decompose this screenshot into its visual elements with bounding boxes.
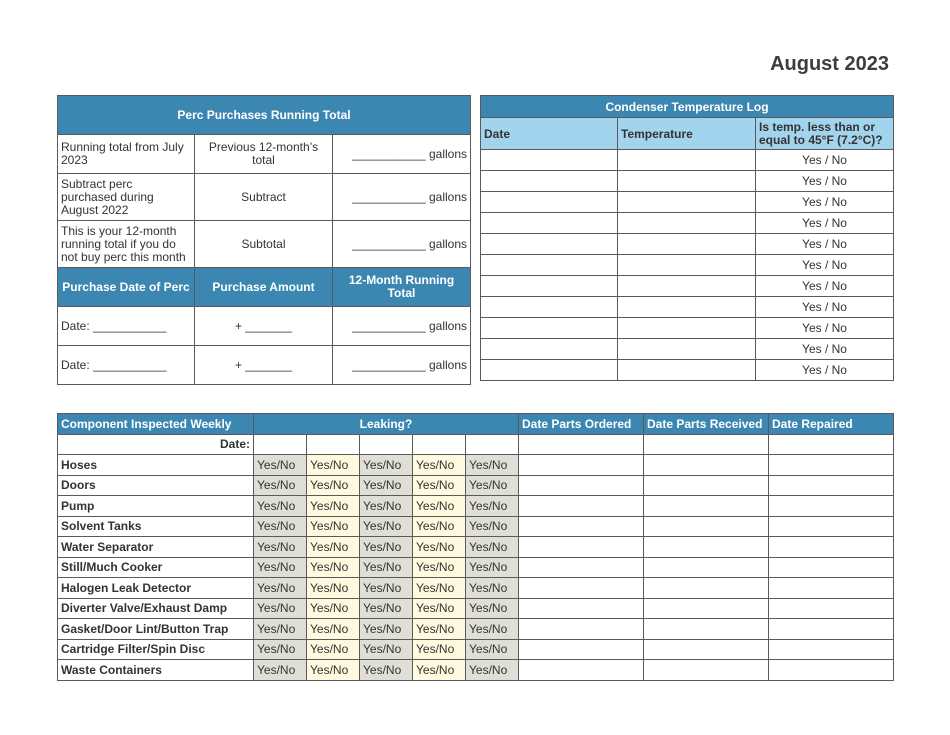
weekly-component-row <box>58 639 894 660</box>
date-parts-received-cell[interactable] <box>644 619 769 640</box>
leak-yes-no[interactable]: Yes/No <box>466 619 519 640</box>
leak-yes-no[interactable]: Yes/No <box>307 455 360 476</box>
leak-yes-no[interactable]: Yes/No <box>360 537 413 558</box>
condenser-log-row <box>481 276 894 297</box>
date-parts-ordered-cell[interactable] <box>519 475 644 496</box>
condenser-date-cell[interactable] <box>481 255 618 276</box>
condenser-log-row <box>481 360 894 381</box>
leak-yes-no[interactable]: Yes/No <box>307 557 360 578</box>
leak-yes-no[interactable]: Yes/No <box>307 516 360 537</box>
perc-row-desc: Running total from July 2023 <box>58 135 195 174</box>
date-parts-received-cell[interactable] <box>644 578 769 599</box>
leak-yes-no[interactable]: Yes/No <box>254 639 307 660</box>
leak-yes-no[interactable]: Yes/No <box>360 516 413 537</box>
perc-entry-date[interactable]: Date: ___________ <box>58 346 195 385</box>
date-parts-ordered-cell[interactable] <box>519 537 644 558</box>
condenser-yes-no[interactable]: Yes / No <box>756 234 894 255</box>
weekly-component-row <box>58 475 894 496</box>
condenser-temperature-cell[interactable] <box>618 192 756 213</box>
date-parts-received-cell[interactable] <box>644 557 769 578</box>
leak-yes-no[interactable]: Yes/No <box>360 660 413 681</box>
condenser-date-cell[interactable] <box>481 213 618 234</box>
weekly-component-row <box>58 660 894 681</box>
leak-yes-no[interactable]: Yes/No <box>307 496 360 517</box>
weekly-empty-cell[interactable] <box>519 434 644 455</box>
condenser-date-cell[interactable] <box>481 297 618 318</box>
component-name: Diverter Valve/Exhaust Damp <box>58 598 254 619</box>
weekly-component-row <box>58 598 894 619</box>
condenser-yes-no[interactable]: Yes / No <box>756 192 894 213</box>
leak-yes-no[interactable]: Yes/No <box>254 660 307 681</box>
date-parts-ordered-cell[interactable] <box>519 496 644 517</box>
condenser-yes-no[interactable]: Yes / No <box>756 318 894 339</box>
perc-entry-amount[interactable]: + _______ <box>195 307 333 346</box>
leak-yes-no[interactable]: Yes/No <box>413 537 466 558</box>
leak-yes-no[interactable]: Yes/No <box>466 537 519 558</box>
leak-yes-no[interactable]: Yes/No <box>307 537 360 558</box>
perc-entry-total[interactable]: ___________ gallons <box>333 307 471 346</box>
condenser-temperature-cell[interactable] <box>618 255 756 276</box>
perc-row-value[interactable]: ___________ gallons <box>333 221 471 268</box>
weekly-empty-cell[interactable] <box>769 434 894 455</box>
condenser-log-row <box>481 234 894 255</box>
perc-purchases-table <box>57 95 471 385</box>
component-name: Solvent Tanks <box>58 516 254 537</box>
leak-yes-no[interactable]: Yes/No <box>254 455 307 476</box>
perc-entry-amount[interactable]: + _______ <box>195 346 333 385</box>
perc-row-action: Previous 12-month’s total <box>195 135 333 174</box>
perc-col-header-total: 12-Month Running Total <box>333 268 471 307</box>
weekly-empty-cell[interactable] <box>644 434 769 455</box>
date-parts-received-cell[interactable] <box>644 475 769 496</box>
date-parts-ordered-cell[interactable] <box>519 516 644 537</box>
condenser-yes-no[interactable]: Yes / No <box>756 150 894 171</box>
condenser-date-cell[interactable] <box>481 276 618 297</box>
date-repaired-cell[interactable] <box>769 455 894 476</box>
condenser-temperature-cell[interactable] <box>618 234 756 255</box>
date-parts-ordered-cell[interactable] <box>519 557 644 578</box>
leak-yes-no[interactable]: Yes/No <box>254 475 307 496</box>
condenser-log-title: Condenser Temperature Log <box>481 96 894 118</box>
weekly-date-cell[interactable] <box>254 434 307 455</box>
leak-yes-no[interactable]: Yes/No <box>360 578 413 599</box>
component-name: Pump <box>58 496 254 517</box>
weekly-date-cell[interactable] <box>307 434 360 455</box>
weekly-date-label: Date: <box>58 434 254 455</box>
leak-yes-no[interactable]: Yes/No <box>466 455 519 476</box>
leak-yes-no[interactable]: Yes/No <box>254 619 307 640</box>
leak-yes-no[interactable]: Yes/No <box>466 639 519 660</box>
date-repaired-cell[interactable] <box>769 557 894 578</box>
leak-yes-no[interactable]: Yes/No <box>360 455 413 476</box>
leak-yes-no[interactable]: Yes/No <box>307 475 360 496</box>
weekly-component-row <box>58 578 894 599</box>
component-name: Waste Containers <box>58 660 254 681</box>
condenser-date-cell[interactable] <box>481 339 618 360</box>
leak-yes-no[interactable]: Yes/No <box>466 557 519 578</box>
leak-yes-no[interactable]: Yes/No <box>413 516 466 537</box>
weekly-component-row <box>58 619 894 640</box>
condenser-yes-no[interactable]: Yes / No <box>756 360 894 381</box>
leak-yes-no[interactable]: Yes/No <box>413 660 466 681</box>
weekly-component-row <box>58 557 894 578</box>
leak-yes-no[interactable]: Yes/No <box>254 578 307 599</box>
condenser-date-cell[interactable] <box>481 150 618 171</box>
perc-table-title: Perc Purchases Running Total <box>58 96 471 135</box>
component-name: Still/Much Cooker <box>58 557 254 578</box>
condenser-temperature-cell[interactable] <box>618 360 756 381</box>
condenser-yes-no[interactable]: Yes / No <box>756 171 894 192</box>
leak-yes-no[interactable]: Yes/No <box>413 598 466 619</box>
component-name: Halogen Leak Detector <box>58 578 254 599</box>
condenser-temperature-cell[interactable] <box>618 150 756 171</box>
perc-row-desc: Subtract perc purchased during August 2022 <box>58 174 195 221</box>
weekly-component-row <box>58 496 894 517</box>
component-name: Gasket/Door Lint/Button Trap <box>58 619 254 640</box>
date-parts-received-cell[interactable] <box>644 598 769 619</box>
leak-yes-no[interactable]: Yes/No <box>254 516 307 537</box>
condenser-date-cell[interactable] <box>481 192 618 213</box>
leak-yes-no[interactable]: Yes/No <box>466 475 519 496</box>
date-repaired-cell[interactable] <box>769 639 894 660</box>
perc-row-action: Subtotal <box>195 221 333 268</box>
weekly-component-row <box>58 455 894 476</box>
perc-entry-date[interactable]: Date: ___________ <box>58 307 195 346</box>
condenser-yes-no[interactable]: Yes / No <box>756 255 894 276</box>
date-parts-ordered-cell[interactable] <box>519 660 644 681</box>
weekly-date-cell[interactable] <box>413 434 466 455</box>
perc-col-header-amount: Purchase Amount <box>195 268 333 307</box>
leak-yes-no[interactable]: Yes/No <box>307 639 360 660</box>
weekly-col-received: Date Parts Received <box>644 414 769 435</box>
weekly-col-component: Component Inspected Weekly <box>58 414 254 435</box>
leak-yes-no[interactable]: Yes/No <box>466 496 519 517</box>
leak-yes-no[interactable]: Yes/No <box>254 557 307 578</box>
leak-yes-no[interactable]: Yes/No <box>466 516 519 537</box>
condenser-yes-no[interactable]: Yes / No <box>756 276 894 297</box>
leak-yes-no[interactable]: Yes/No <box>413 475 466 496</box>
condenser-yes-no[interactable]: Yes / No <box>756 213 894 234</box>
condenser-log-row <box>481 255 894 276</box>
date-parts-ordered-cell[interactable] <box>519 598 644 619</box>
condenser-col-check: Is temp. less than or equal to 45°F (7.2°C)? <box>756 118 894 150</box>
date-repaired-cell[interactable] <box>769 578 894 599</box>
condenser-col-date: Date <box>481 118 618 150</box>
leak-yes-no[interactable]: Yes/No <box>360 598 413 619</box>
date-parts-received-cell[interactable] <box>644 639 769 660</box>
condenser-temperature-cell[interactable] <box>618 213 756 234</box>
condenser-log-row <box>481 297 894 318</box>
condenser-temperature-cell[interactable] <box>618 339 756 360</box>
leak-yes-no[interactable]: Yes/No <box>254 496 307 517</box>
leak-yes-no[interactable]: Yes/No <box>360 619 413 640</box>
condenser-temperature-cell[interactable] <box>618 318 756 339</box>
condenser-col-temperature: Temperature <box>618 118 756 150</box>
leak-yes-no[interactable]: Yes/No <box>254 598 307 619</box>
date-repaired-cell[interactable] <box>769 496 894 517</box>
perc-col-header-date: Purchase Date of Perc <box>58 268 195 307</box>
condenser-temperature-log <box>480 95 894 381</box>
weekly-date-cell[interactable] <box>360 434 413 455</box>
leak-yes-no[interactable]: Yes/No <box>466 660 519 681</box>
leak-yes-no[interactable]: Yes/No <box>360 496 413 517</box>
date-parts-received-cell[interactable] <box>644 537 769 558</box>
perc-row-value[interactable]: ___________ gallons <box>333 135 471 174</box>
leak-yes-no[interactable]: Yes/No <box>413 619 466 640</box>
date-repaired-cell[interactable] <box>769 475 894 496</box>
weekly-col-leaking: Leaking? <box>254 414 519 435</box>
weekly-component-row <box>58 537 894 558</box>
leak-yes-no[interactable]: Yes/No <box>307 660 360 681</box>
date-parts-ordered-cell[interactable] <box>519 578 644 599</box>
component-name: Cartridge Filter/Spin Disc <box>58 639 254 660</box>
date-repaired-cell[interactable] <box>769 537 894 558</box>
date-parts-ordered-cell[interactable] <box>519 455 644 476</box>
condenser-yes-no[interactable]: Yes / No <box>756 339 894 360</box>
condenser-log-row <box>481 150 894 171</box>
leak-yes-no[interactable]: Yes/No <box>466 598 519 619</box>
weekly-date-cell[interactable] <box>466 434 519 455</box>
weekly-inspection-table <box>57 413 894 681</box>
leak-yes-no[interactable]: Yes/No <box>307 598 360 619</box>
perc-entry-total[interactable]: ___________ gallons <box>333 346 471 385</box>
date-parts-ordered-cell[interactable] <box>519 619 644 640</box>
leak-yes-no[interactable]: Yes/No <box>307 578 360 599</box>
date-parts-received-cell[interactable] <box>644 496 769 517</box>
leak-yes-no[interactable]: Yes/No <box>413 496 466 517</box>
condenser-log-row <box>481 318 894 339</box>
condenser-log-row <box>481 171 894 192</box>
leak-yes-no[interactable]: Yes/No <box>360 475 413 496</box>
leak-yes-no[interactable]: Yes/No <box>413 639 466 660</box>
leak-yes-no[interactable]: Yes/No <box>413 557 466 578</box>
date-repaired-cell[interactable] <box>769 660 894 681</box>
date-repaired-cell[interactable] <box>769 619 894 640</box>
weekly-col-ordered: Date Parts Ordered <box>519 414 644 435</box>
condenser-date-cell[interactable] <box>481 318 618 339</box>
date-repaired-cell[interactable] <box>769 598 894 619</box>
condenser-log-row <box>481 339 894 360</box>
condenser-temperature-cell[interactable] <box>618 276 756 297</box>
condenser-date-cell[interactable] <box>481 360 618 381</box>
condenser-date-cell[interactable] <box>481 171 618 192</box>
leak-yes-no[interactable]: Yes/No <box>360 639 413 660</box>
leak-yes-no[interactable]: Yes/No <box>254 537 307 558</box>
condenser-log-row <box>481 213 894 234</box>
month-title: August 2023 <box>770 53 889 75</box>
component-name: Hoses <box>58 455 254 476</box>
leak-yes-no[interactable]: Yes/No <box>360 557 413 578</box>
date-parts-ordered-cell[interactable] <box>519 639 644 660</box>
condenser-date-cell[interactable] <box>481 234 618 255</box>
weekly-col-repaired: Date Repaired <box>769 414 894 435</box>
date-parts-received-cell[interactable] <box>644 516 769 537</box>
perc-row-action: Subtract <box>195 174 333 221</box>
date-parts-received-cell[interactable] <box>644 660 769 681</box>
date-repaired-cell[interactable] <box>769 516 894 537</box>
condenser-log-row <box>481 192 894 213</box>
component-name: Doors <box>58 475 254 496</box>
component-name: Water Separator <box>58 537 254 558</box>
condenser-yes-no[interactable]: Yes / No <box>756 297 894 318</box>
condenser-temperature-cell[interactable] <box>618 297 756 318</box>
perc-row-value[interactable]: ___________ gallons <box>333 174 471 221</box>
date-parts-received-cell[interactable] <box>644 455 769 476</box>
perc-row-desc: This is your 12-month running total if you do not buy perc this month <box>58 221 195 268</box>
condenser-temperature-cell[interactable] <box>618 171 756 192</box>
weekly-component-row <box>58 516 894 537</box>
leak-yes-no[interactable]: Yes/No <box>413 578 466 599</box>
leak-yes-no[interactable]: Yes/No <box>307 619 360 640</box>
leak-yes-no[interactable]: Yes/No <box>413 455 466 476</box>
leak-yes-no[interactable]: Yes/No <box>466 578 519 599</box>
